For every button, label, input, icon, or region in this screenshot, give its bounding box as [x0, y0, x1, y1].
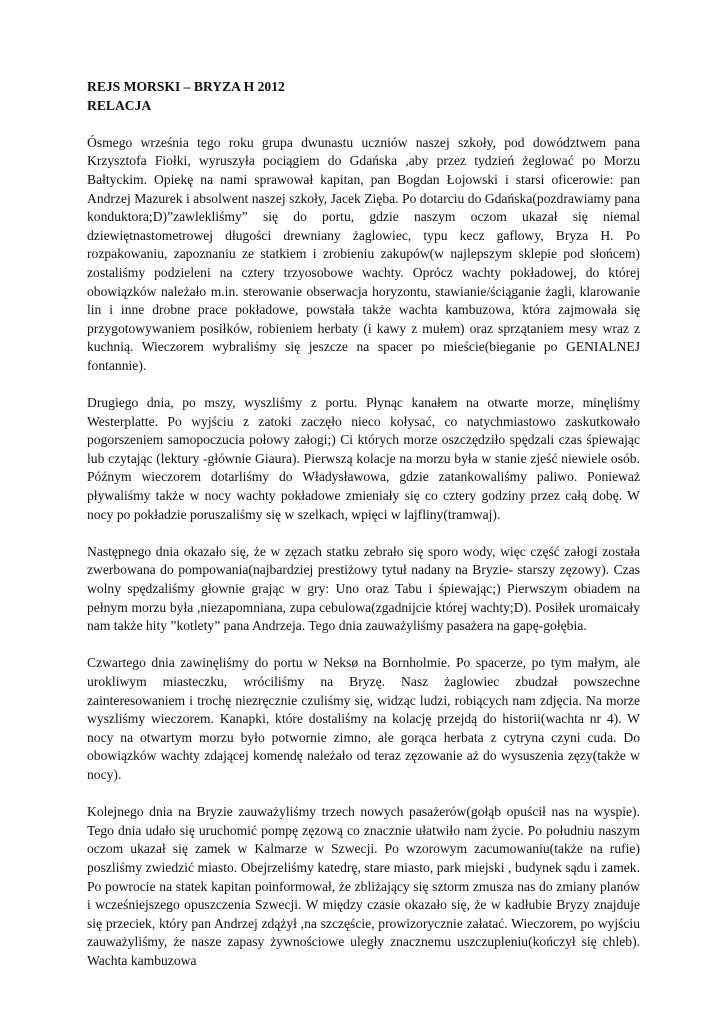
paragraph-day-4: Czwartego dnia zawinęliśmy do portu w Neksø na Bornholmie. Po spacerze, po tym małym, ale urokliwym miasteczku, wróciliśmy na Bryzę. Nasz żaglowiec zbudzał powszechne zainteresowaniem i trochę niezręcznie czuliśmy się, widząc ludzi, robiących nam zdjęcia. Na morze wyszliśmy wieczorem. Kanapki, które dostaliśmy na kolację przejdą do historii(wachta nr 4). W nocy na otwartym morzu było potwornie zimno, ale gorąca herbata z cytryna czyni cuda. Do obowiązków wachty zdającej komendę należało od teraz zęzowanie aż do wysuszenia zęzy(także w nocy).: [87, 655, 640, 782]
document-subtitle: RELACJA: [87, 97, 152, 113]
paragraph-day-2: Drugiego dnia, po mszy, wyszliśmy z portu. Płynąc kanałem na otwarte morze, minęliśmy Westerplatte. Po wyjściu z zatoki zaczęło nieco kołysać, co natychmiastowo zaskutkowało pogorszeniem samopoczucia połowy załogi;) Ci których morze oszczędziło spędzali czas śpiewając lub czytając (lektury -głównie Giaura). Pierwszą kolacje na morzu była w stanie zjeść niewiele osób. Późnym wieczorem dotarliśmy do Władysławowa, gdzie zatankowaliśmy paliwo. Ponieważ pływaliśmy także w nocy wachty pokładowe zmieniały się co cztery godziny przez całą dobę. W nocy po pokładzie poruszaliśmy się w szelkach, wpięci w lajfliny(tramwaj).: [87, 395, 640, 522]
document-page: [87, 78, 640, 989]
document-title: REJS MORSKI – BRYZA H 2012: [87, 79, 285, 94]
paragraph-day-1: Ósmego września tego roku grupa dwunastu uczniów naszej szkoły, pod dowództwem pana Krzysztofa Fiołki, wyruszyła pociągiem do Gdańska ,aby przez tydzień żeglować po Morzu Bałtyckim. Opiekę na nami sprawował kapitan, pan Bogdan Łojowski i starsi oficerowie: pan Andrzej Mazurek i absolwent naszej szkoły, Jacek Zięba. Po dotarciu do Gdańska(pozdrawiamy pana konduktora;D)”zawlekliśmy” się do portu, gdzie naszym oczom ukazał się niemal dziewiętnastometrowej długości drewniany żaglowiec, typu kecz gaflowy, Bryza H. Po rozpakowaniu, zapoznaniu ze statkiem i zrobieniu zakupów(w najlepszym sklepie pod słońcem) zostaliśmy podzieleni na cztery trzyosobowe wachty. Oprócz wachty pokładowej, do której obowiązków należało m.in. sterowanie obserwacja horyzontu, stawianie/ściąganie żagli, klarowanie lin i inne drobne prace pokładowe, powstała także wachta kambuzowa, która zajmowała się przygotowywaniem posiłków, robieniem herbaty (i kawy z mułem) oraz sprzątaniem mesy wraz z kuchnią. Wieczorem wybraliśmy się jeszcze na spacer po mieście(bieganie po GENIALNEJ fontannie).: [87, 134, 640, 373]
paragraph-day-5: Kolejnego dnia na Bryzie zauważyliśmy trzech nowych pasażerów(gołąb opuścił nas na wyspie). Tego dnia udało się uruchomić pompę zęzową co znacznie ułatwiło nam życie. Po południu naszym oczom ukazał się zamek w Kalmarze w Szwecji. Po wzorowym zacumowaniu(także na rufie) poszliśmy zwiedzić miasto. Obejrzeliśmy katedrę, stare miasto, park miejski , budynek sądu i zamek. Po powrocie na statek kapitan poinformował, że zbliżający się sztorm zmusza nas do zmiany planów i wcześniejszego opuszczenia Szwecji. W między czasie okazało się, że w kadłubie Bryzy znajduje się przeciek, który pan Andrzej zdążył ,na szczęście, prowizorycznie załatać. Wieczorem, po wyjściu zauważyliśmy, że nasze zapasy żywnościowe uległy znacznemu uszczupleniu(kończył się chleb). Wachta kambuzowa: [87, 804, 640, 968]
paragraph-day-3: Następnego dnia okazało się, że w zęzach statku zebrało się sporo wody, więc część załogi została zwerbowana do pompowania(najbardziej prestiżowy tytuł nadany na Bryzie- starszy zęzowy). Czas wolny spędzaliśmy głownie grając w gry: Uno oraz Tabu i śpiewając;) Pierwszym obiadem na pełnym morzu była ,niezapomniana, zupa cebulowa(zgadnijcie której wachty;D). Posiłek uromaicały nam także hity ”kotlety” pana Andrzeja. Tego dnia zauważyliśmy pasażera na gapę-gołębia.: [87, 543, 640, 634]
